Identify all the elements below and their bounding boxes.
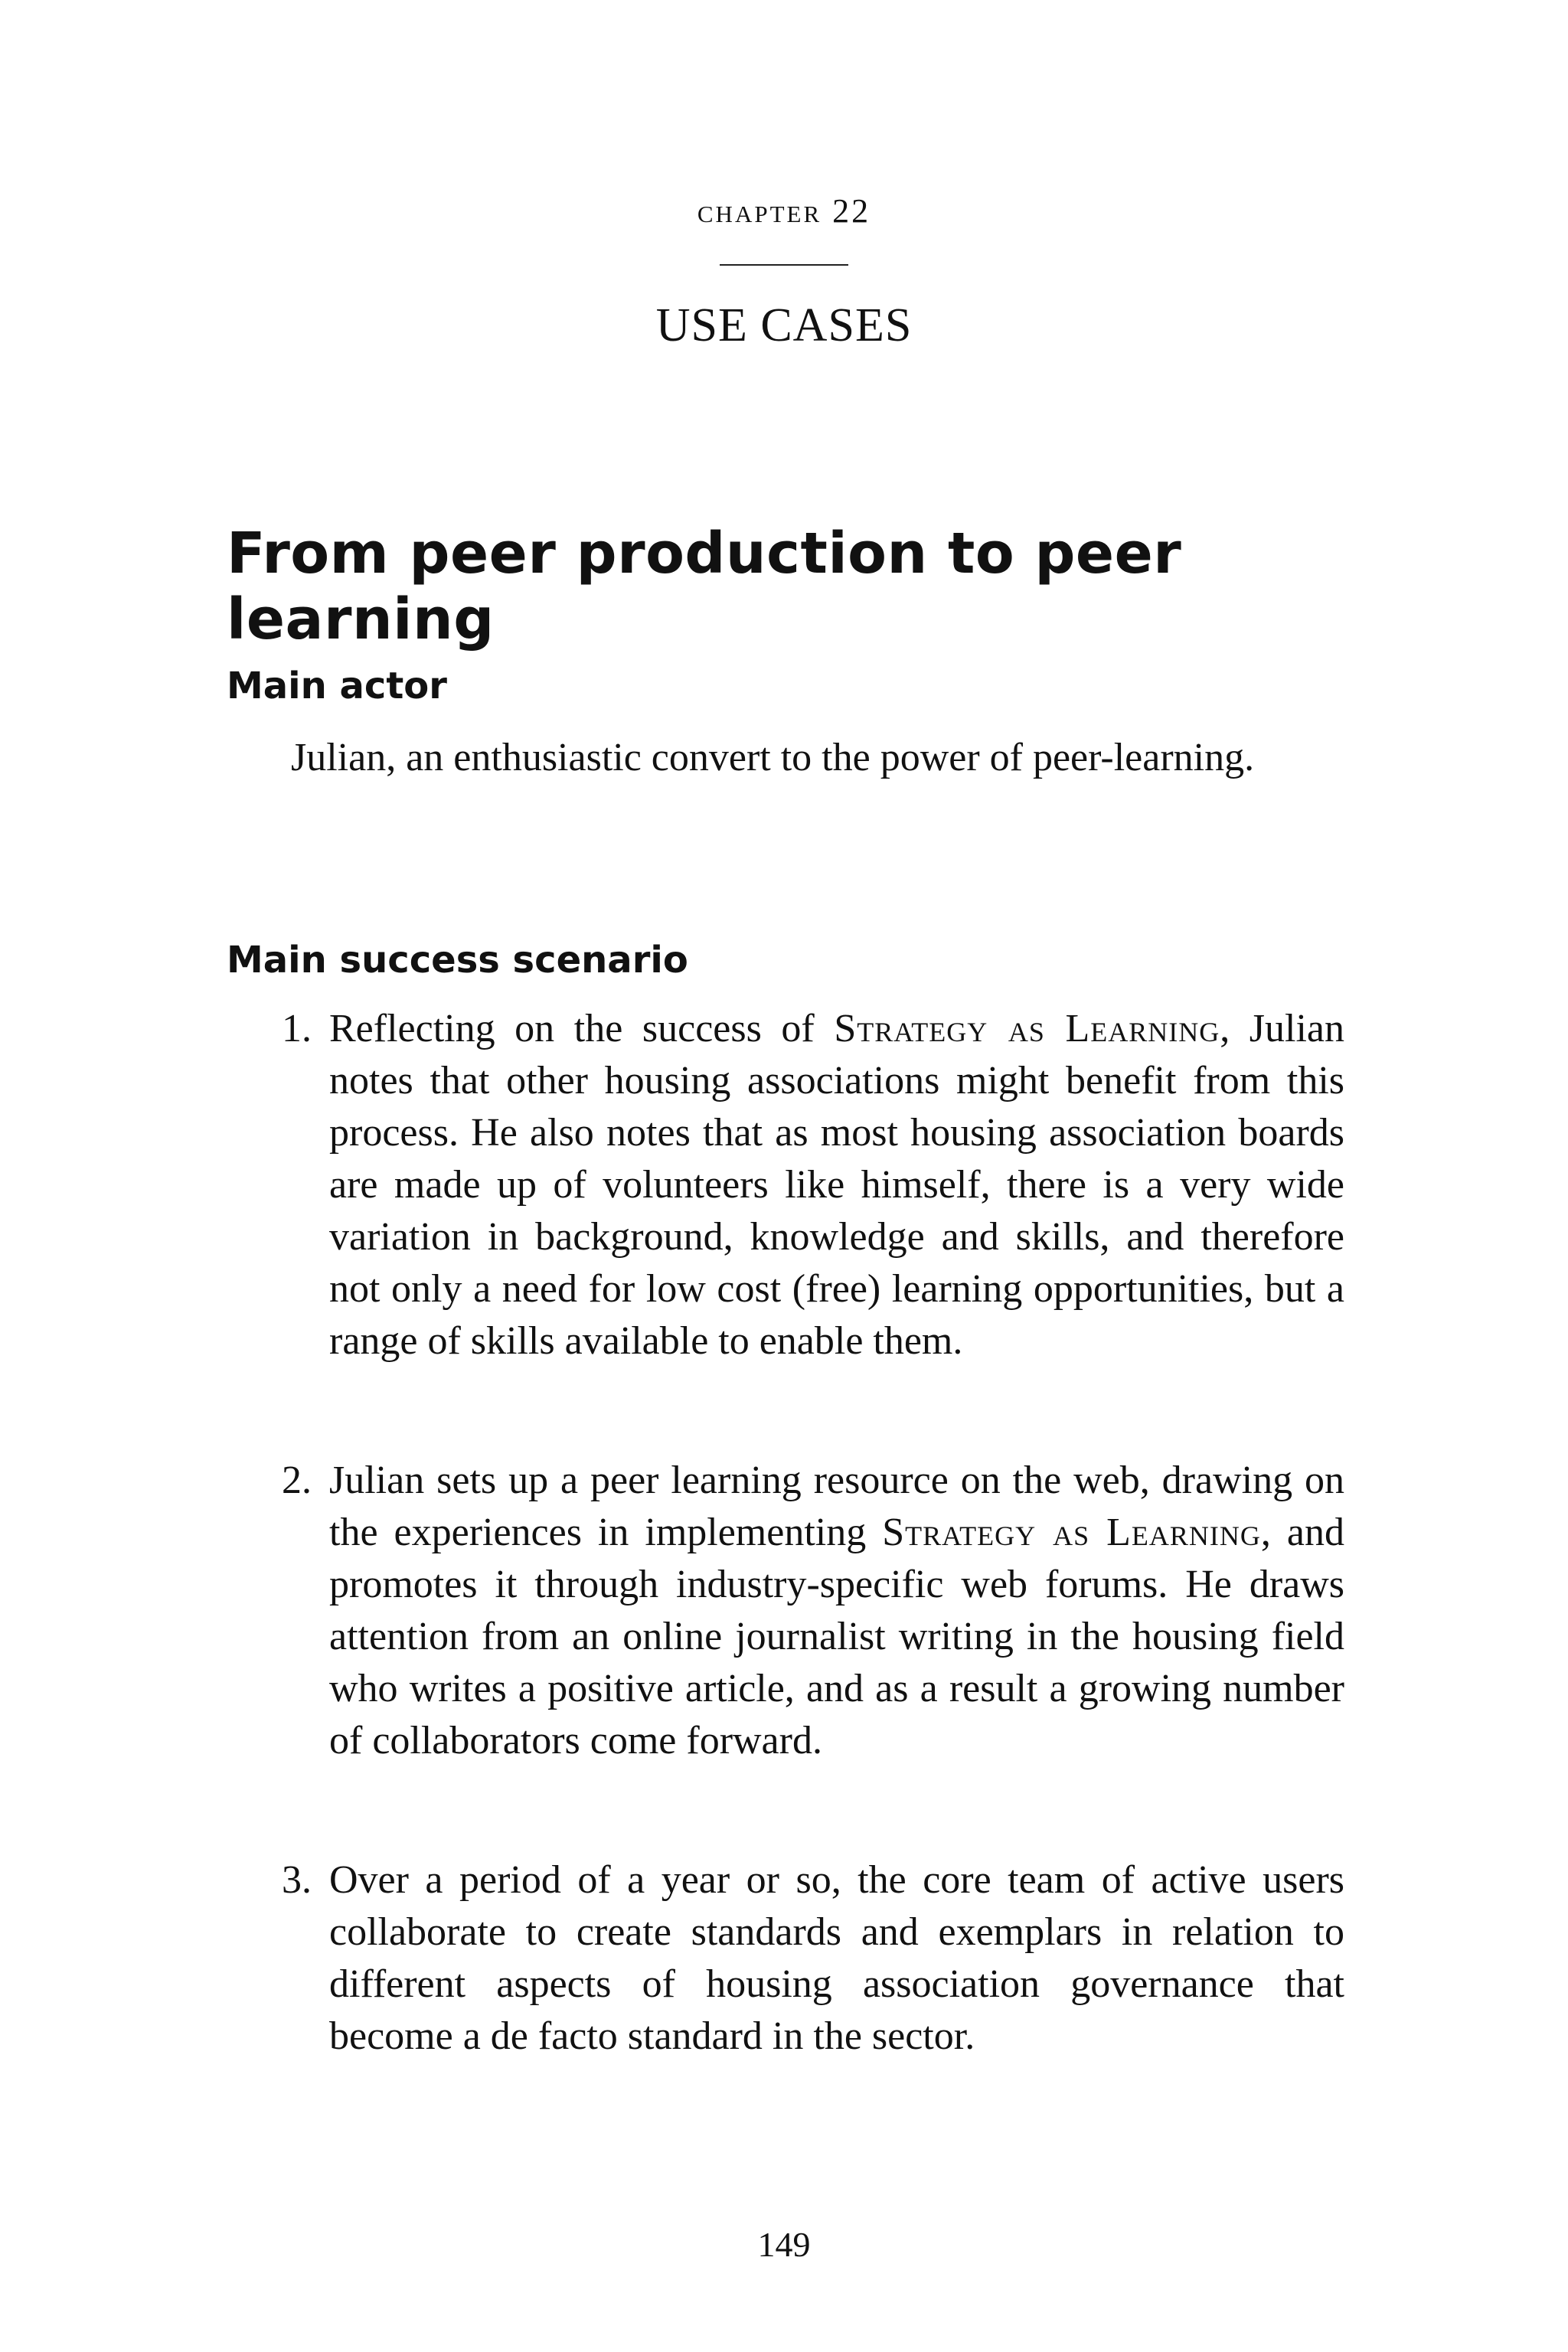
scenario-step xyxy=(227,1854,1344,2063)
chapter-divider xyxy=(720,264,848,266)
step-text: Julian sets up a peer learning resource on the web, drawing on the experiences in implementing xyxy=(329,1459,1344,1554)
chapter-label xyxy=(0,191,1568,230)
chapter-title: USE CASES xyxy=(655,299,913,351)
step-text-cont: , and promotes it through industry-specific web forums. He draws attention from an online journalist writing in the housing field who writes a positive article, and as a result a growing number of collaborators come forward. xyxy=(329,1511,1345,1762)
page-number: 149 xyxy=(757,2225,811,2264)
section-title: From peer production to peer learning xyxy=(227,521,1182,652)
step-number: 2. xyxy=(282,1459,312,1502)
chapter-word: chapter xyxy=(697,192,822,230)
step-term: Strategy as Learning xyxy=(834,1007,1220,1050)
step-text-cont: , Julian notes that other housing associations might benefit from this process. He also notes that as most housing association boards are made up of volunteers like himself, there is a very wide variation in background, knowledge and skills, and therefore not only a need for low cost (free) learning opportunities, but a range of skills available to enable them. xyxy=(329,1007,1345,1363)
main-actor-heading: Main actor xyxy=(227,665,447,707)
step-text: Over a period of a year or so, the core team of active users collaborate to create standards and exemplars in relation to different aspects of housing association governance that become a de facto standard in the sector. xyxy=(329,1858,1344,2058)
scenario-step xyxy=(227,1455,1344,1767)
step-text: Reflecting on the success of xyxy=(329,1007,835,1050)
main-actor-text: Julian, an enthusiastic convert to the power of peer-learning. xyxy=(291,736,1255,779)
scenario-heading: Main success scenario xyxy=(227,939,688,982)
step-number: 3. xyxy=(282,1858,312,1902)
scenario-step xyxy=(227,1003,1344,1367)
chapter-number: 22 xyxy=(832,192,871,230)
step-number: 1. xyxy=(282,1007,312,1050)
step-term: Strategy as Learning xyxy=(882,1511,1261,1554)
scenario-steps xyxy=(227,1003,1344,2150)
